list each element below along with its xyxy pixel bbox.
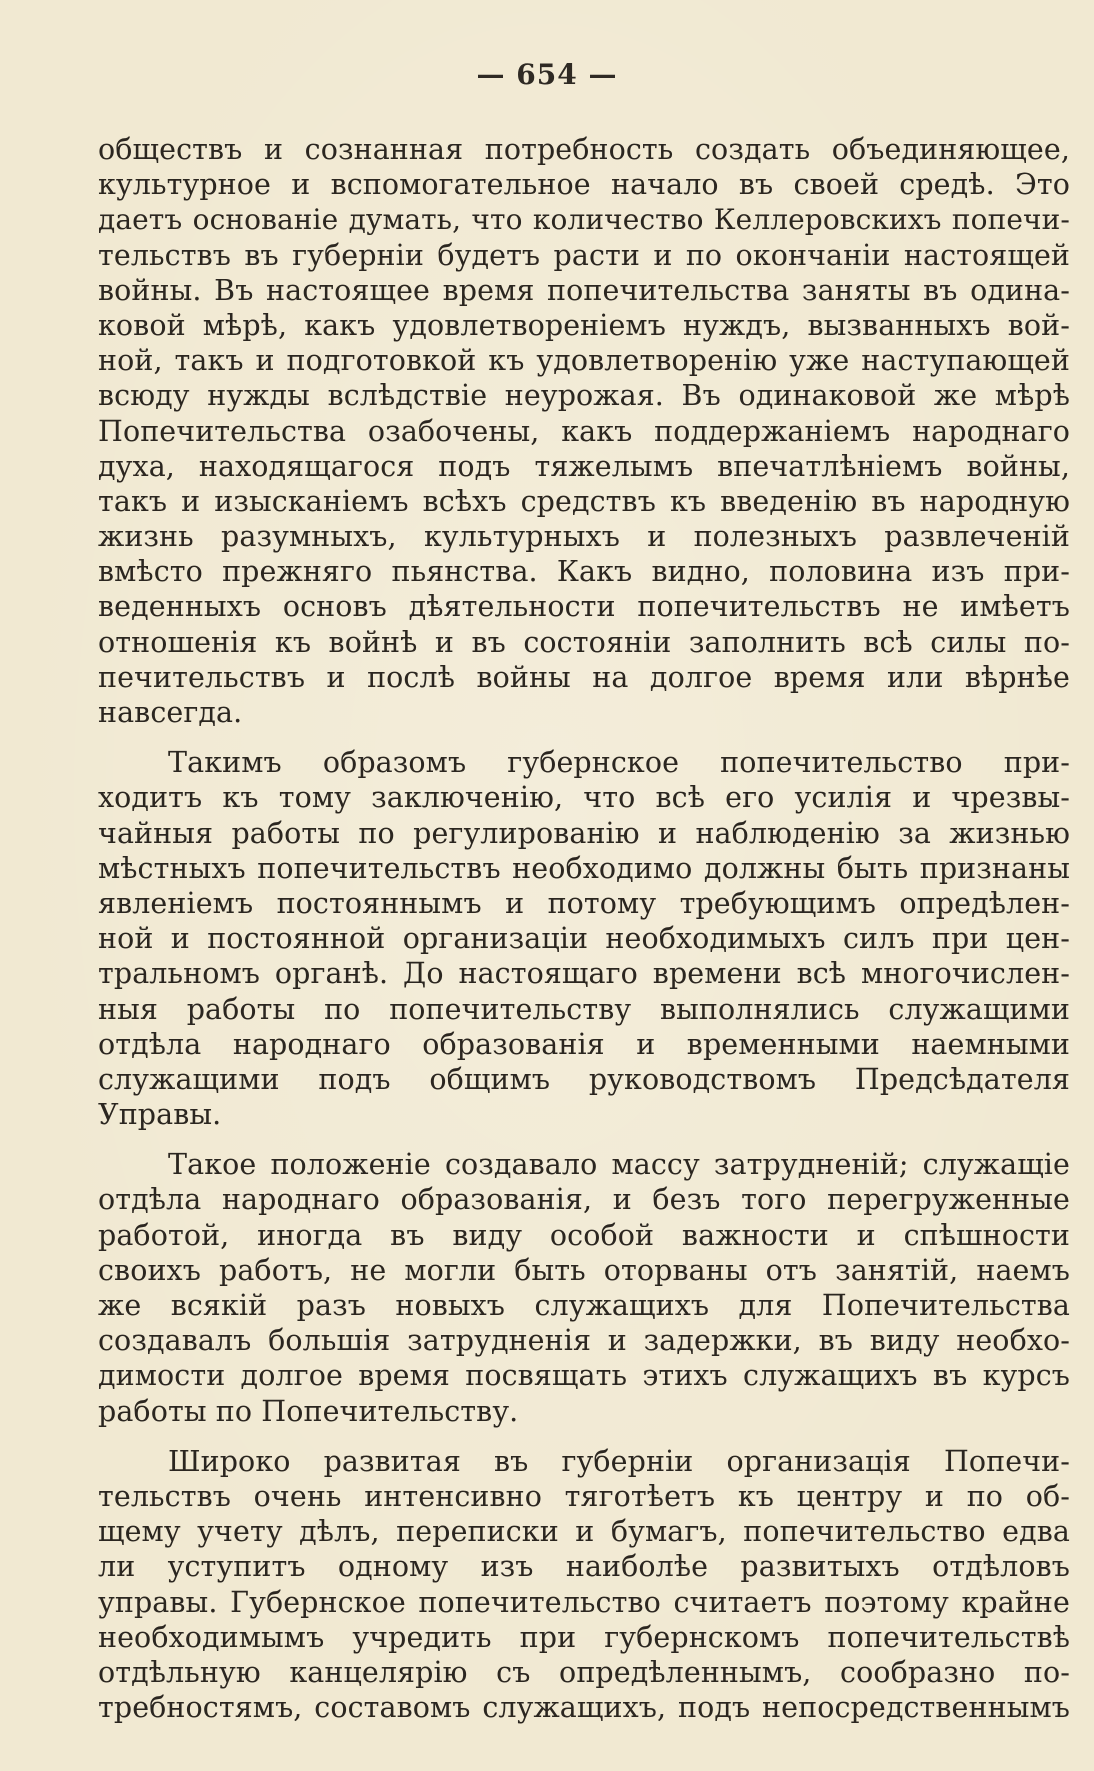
text-line: создавалъ большія затрудненія и задержки, въ виду необхо- bbox=[98, 1324, 1070, 1358]
text-line: Попечительства озабочены, какъ поддержаніемъ народнаго bbox=[98, 414, 1070, 448]
text-line: Управы. bbox=[98, 1098, 222, 1132]
text-line: войны. Въ настоящее время попечительства заняты въ одина- bbox=[98, 273, 1070, 307]
text-line: тельствъ очень интенсивно тяготѣетъ къ центру и по об- bbox=[98, 1479, 1070, 1513]
text-line: ли уступитъ одному изъ наиболѣе развитыхъ отдѣловъ bbox=[98, 1550, 1070, 1584]
text-line: ной, такъ и подготовкой къ удовлетворенію уже наступающей bbox=[98, 344, 1070, 378]
text-line: отношенія къ войнѣ и въ состояніи заполнить всѣ силы по- bbox=[98, 625, 1070, 659]
text-line: веденныхъ основъ дѣятельности попечительствъ не имѣетъ bbox=[98, 590, 1070, 624]
text-line: необходимымъ учредить при губернскомъ попечительствѣ bbox=[98, 1620, 1070, 1654]
text-line: вмѣсто прежняго пьянства. Какъ видно, половина изъ при- bbox=[98, 555, 1070, 589]
text-line: чайныя работы по регулированію и наблюденію за жизнью bbox=[98, 816, 1070, 850]
text-line: даетъ основаніе думать, что количество Келлеровскихъ попечи- bbox=[98, 203, 1070, 237]
paragraph-gap bbox=[98, 1429, 1070, 1444]
text-line: тельствъ въ губерніи будетъ расти и по окончаніи настоящей bbox=[98, 238, 1070, 272]
paragraph-4 bbox=[98, 1444, 1070, 1726]
text-line: отдѣла народнаго образованія, и безъ того перегруженные bbox=[98, 1183, 1070, 1217]
text-line: жизнь разумныхъ, культурныхъ и полезныхъ развлеченій bbox=[98, 520, 1070, 554]
text-line: требностямъ, составомъ служащихъ, подъ непосредственнымъ bbox=[98, 1691, 1070, 1725]
text-line: же всякій разъ новыхъ служащихъ для Попечительства bbox=[98, 1289, 1070, 1322]
body-text bbox=[98, 132, 1070, 1725]
text-line: отдѣльную канцелярію съ опредѣленнымъ, сообразно по- bbox=[98, 1655, 1070, 1689]
text-line: ковой мѣрѣ, какъ удовлетвореніемъ нуждъ, вызванныхъ вой- bbox=[98, 308, 1070, 342]
text-line: димости долгое время посвящать этихъ служащихъ въ курсъ bbox=[98, 1359, 1070, 1393]
text-line: всюду нужды вслѣдствіе неурожая. Въ одинаковой же мѣрѣ bbox=[98, 379, 1070, 413]
text-line: обществъ и сознанная потребность создать объединяющее, bbox=[98, 133, 1070, 166]
page-number: — 654 — bbox=[476, 58, 618, 91]
text-line: ходитъ къ тому заключенію, что всѣ его усилія и чрезвы- bbox=[98, 781, 1070, 815]
paragraph-gap bbox=[98, 730, 1070, 745]
text-line: духа, находящагося подъ тяжелымъ впечатлѣніемъ войны, bbox=[98, 449, 1070, 483]
text-line: навсегда. bbox=[98, 696, 243, 729]
text-line: Такимъ образомъ губернское попечительство при- bbox=[168, 746, 1070, 780]
paragraph-3 bbox=[98, 1147, 1070, 1429]
text-line: ной и постоянной организаціи необходимыхъ силъ при цен- bbox=[98, 922, 1070, 956]
text-line: отдѣла народнаго образованія и временными наемными bbox=[98, 1027, 1070, 1061]
text-line: такъ и изысканіемъ всѣхъ средствъ къ введенію въ народную bbox=[98, 484, 1070, 518]
text-line: мѣстныхъ попечительствъ необходимо должны быть признаны bbox=[98, 851, 1070, 885]
text-line: тральномъ органѣ. До настоящаго времени всѣ многочислен- bbox=[98, 957, 1070, 991]
text-line: служащими подъ общимъ руководствомъ Предсѣдателя bbox=[98, 1062, 1070, 1096]
paragraph-2 bbox=[98, 745, 1070, 1132]
paragraph-1 bbox=[98, 132, 1070, 730]
text-line: щему учету дѣлъ, переписки и бумагъ, попечительство едва bbox=[98, 1515, 1070, 1549]
text-line: работы по Попечительству. bbox=[98, 1394, 519, 1428]
text-line: Такое положеніе создавало массу затрудненій; служащіе bbox=[168, 1148, 1070, 1182]
text-line: ныя работы по попечительству выполнялись служащими bbox=[98, 992, 1070, 1026]
text-line: своихъ работъ, не могли быть оторваны отъ занятій, наемъ bbox=[98, 1253, 1070, 1287]
text-line: печительствъ и послѣ войны на долгое время или вѣрнѣе bbox=[98, 660, 1070, 694]
text-line: культурное и вспомогательное начало въ своей средѣ. Это bbox=[98, 168, 1070, 202]
text-line: работой, иногда въ виду особой важности и спѣшности bbox=[98, 1218, 1070, 1252]
paragraph-gap bbox=[98, 1132, 1070, 1147]
text-line: Широко развитая въ губерніи организація Попечи- bbox=[168, 1444, 1070, 1478]
text-line: управы. Губернское попечительство считаетъ поэтому крайне bbox=[98, 1585, 1070, 1619]
text-line: явленіемъ постояннымъ и потому требующимъ опредѣлен- bbox=[98, 886, 1070, 920]
